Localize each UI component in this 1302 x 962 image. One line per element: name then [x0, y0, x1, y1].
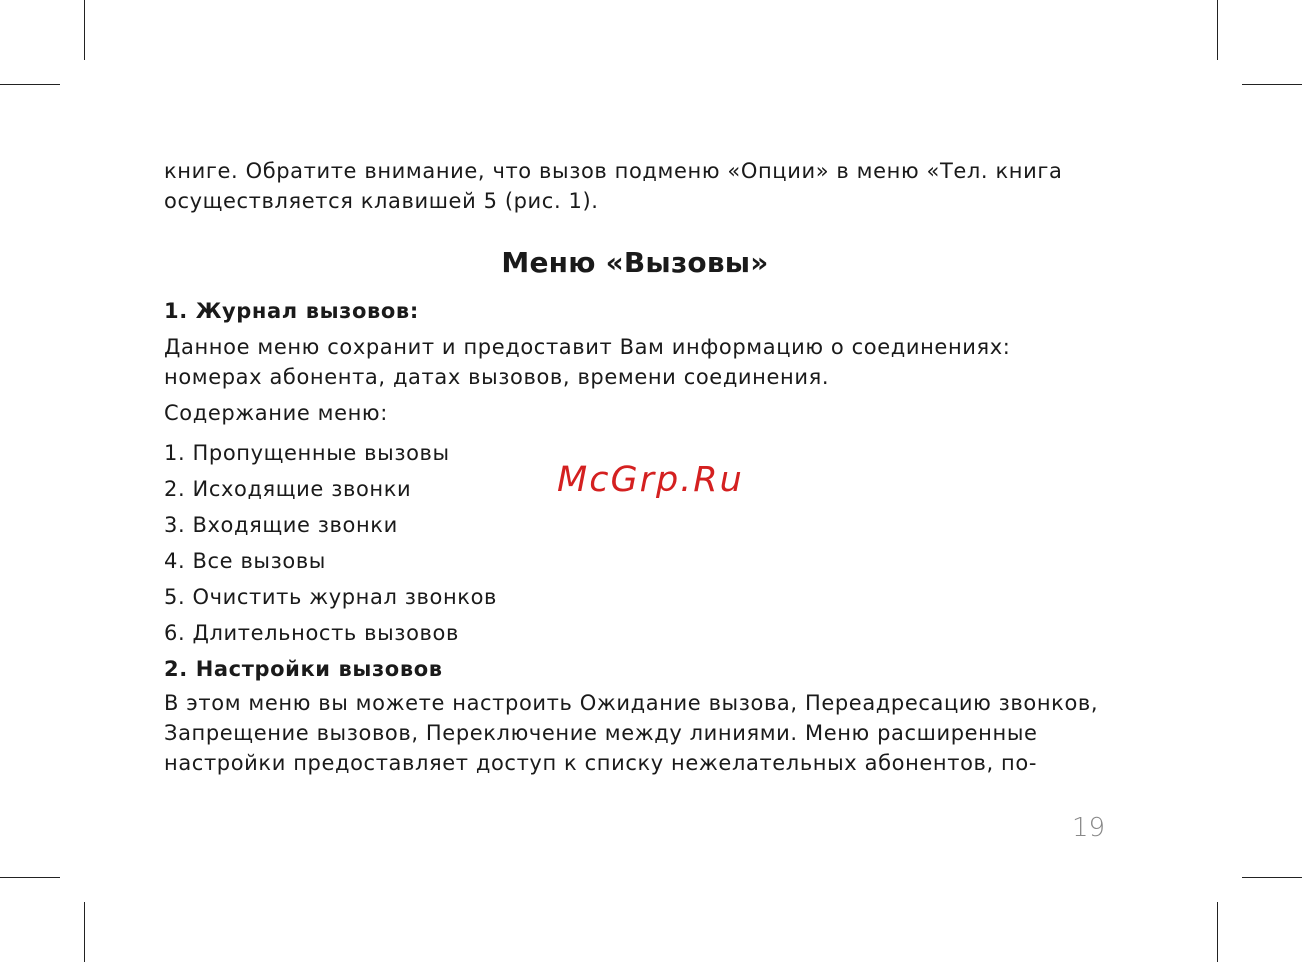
list-item: 5. Очистить журнал звонков	[164, 585, 498, 609]
page-title: Меню «Вызовы»	[501, 246, 769, 279]
section-2-title: 2. Настройки вызовов	[164, 657, 443, 681]
list-item: 6. Длительность вызовов	[164, 621, 459, 645]
contents-label: Содержание меню:	[164, 401, 388, 425]
section-2-description: В этом меню вы можете настроить Ожидание вызова, Переадресацию звонков, Запрещение вызовов, Переключение между линиями. Меню расширенные настройки предоставляет доступ к списку нежелательных абонентов, по-	[164, 691, 1099, 775]
watermark: McGrp.Ru	[557, 460, 744, 500]
list-item: 2. Исходящие звонки	[164, 477, 412, 501]
crop-mark-top-left-vertical	[84, 0, 85, 60]
crop-mark-top-right-vertical	[1217, 0, 1218, 60]
section-1-description: Данное меню сохранит и предоставит Вам информацию о соединениях: номерах абонента, датах вызовов, времени соединения.	[164, 335, 1011, 389]
crop-mark-bottom-left-vertical	[84, 902, 85, 962]
section-1-title: 1. Журнал вызовов:	[164, 299, 419, 323]
intro-paragraph: книге. Обратите внимание, что вызов подменю «Опции» в меню «Тел. книга осуществляется клавишей 5 (рис. 1).	[164, 159, 1063, 213]
list-item: 3. Входящие звонки	[164, 513, 398, 537]
crop-mark-bottom-right-vertical	[1217, 902, 1218, 962]
crop-mark-bottom-right-horizontal	[1242, 877, 1302, 878]
crop-mark-top-left-horizontal	[0, 84, 60, 85]
page-number: 19	[1072, 813, 1106, 843]
list-item: 4. Все вызовы	[164, 549, 326, 573]
list-item: 1. Пропущенные вызовы	[164, 441, 450, 465]
crop-mark-bottom-left-horizontal	[0, 877, 60, 878]
crop-mark-top-right-horizontal	[1242, 84, 1302, 85]
